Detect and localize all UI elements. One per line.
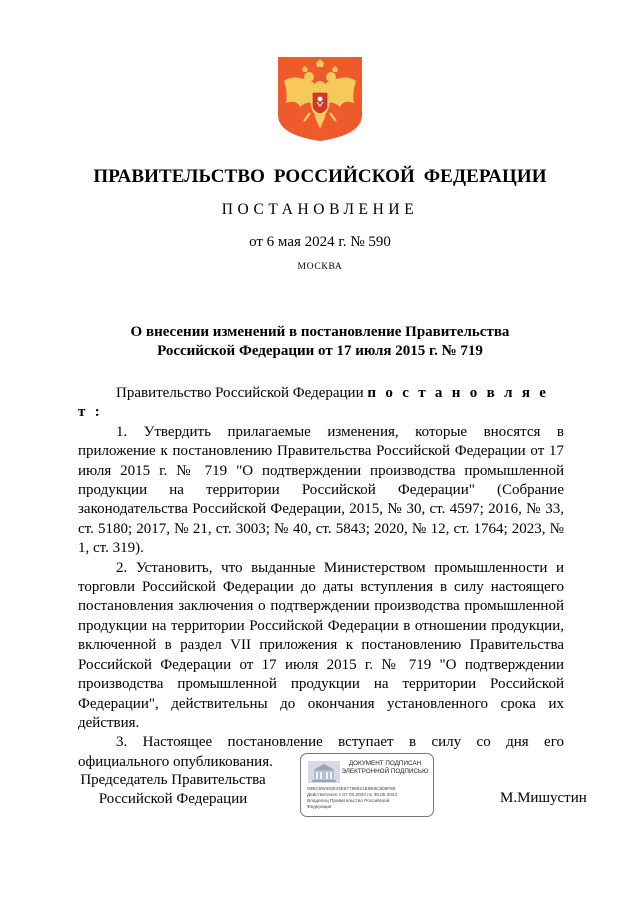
subject-line: О внесении изменений в постановление Правительства (130, 324, 510, 340)
signatory-position (78, 771, 268, 809)
position-line: Председатель Правительства (80, 772, 266, 788)
body-item-3: 3. Настоящее постановление вступает в силу со дня его официального опубликования. (78, 734, 564, 770)
stamp-title-line: ДОКУМЕНТ ПОДПИСАН (348, 760, 422, 767)
document-type: ПОСТАНОВЛЕНИЕ (221, 201, 419, 218)
decree-word: п о с т а н о в л я е т : (78, 385, 549, 421)
stamp-title-line: ЭЛЕКТРОННОЙ ПОДПИСЬЮ (341, 768, 429, 775)
stamp-details (307, 786, 431, 810)
stamp-title (339, 760, 431, 776)
stamp-owner: Федерации (307, 804, 332, 809)
body-item-2: 2. Установить, что выданные Министерством промышленности и торговли Российской Федерации до даты вступления в силу настоящего постановления заключения о подтверждении производства промышленной продукции на территории Российской Федерации в отношении продукции, включенной в раздел VII приложения к постановлению Правительства Российской Федерации от 17 июля 2015 г. № 719 "О подтверждении производства промышленной продукции на территории Российской Федерации", действительны до окончания установленного срока их действия. (78, 559, 564, 731)
document-city: МОСКВА (297, 262, 343, 272)
coat-of-arms-icon (276, 55, 364, 143)
government-building-icon (307, 760, 341, 784)
subject-line: Российской Федерации от 17 июля 2015 г. № 719 (157, 343, 483, 359)
signatory-name: М.Мишустин (500, 790, 587, 806)
stamp-owner: Владелец Правительство Российской (307, 798, 390, 803)
position-line: Российской Федерации (98, 791, 248, 807)
electronic-signature-stamp (300, 753, 434, 817)
body-item-1: 1. Утвердить прилагаемые изменения, которые вносятся в приложение к постановлению Правительства Российской Федерации от 17 июля 2015 г. № 719 "О подтверждении производства промышленной продукции на территории Российской Федерации" (Собрание законодательства Российской Федерации, 2015, № 30, ст. 4597; 2016, № 33, ст. 5180; 2017, № 21, ст. 3003; № 40, ст. 5843; 2020, № 12, ст. 1764; 2023, № 1, ст. 319). (78, 423, 564, 557)
stamp-validity: Действителен с 07.03.2023 по 30.05.2024 (307, 792, 398, 797)
document-date: от 6 мая 2024 г. № 590 (249, 234, 391, 250)
document-body (78, 384, 564, 772)
intro-paragraph (78, 384, 564, 423)
document-subject (0, 323, 640, 361)
intro-text: Правительство Российской Федерации (116, 385, 368, 401)
stamp-certificate: 00BC69AE6033E67759521E9E8C809F89 (307, 786, 396, 791)
government-title: ПРАВИТЕЛЬСТВО РОССИЙСКОЙ ФЕДЕРАЦИИ (93, 166, 547, 187)
